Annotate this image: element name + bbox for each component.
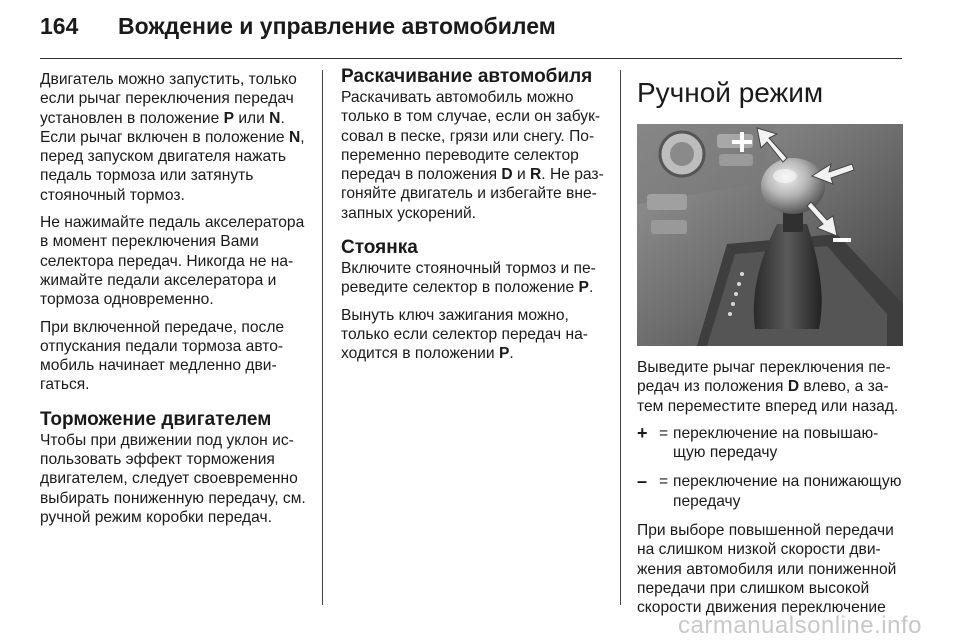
text-run: и bbox=[512, 166, 531, 184]
text-run: . Если рычаг включен в положение bbox=[40, 109, 289, 146]
definition-text: переключение на повышающую передачу bbox=[673, 424, 879, 462]
text-run: Двигатель можно запустить, только если рычаг переключения передач установлен в положение bbox=[40, 71, 297, 127]
gear-selector-illustration bbox=[637, 124, 903, 346]
text-run: Вынуть ключ зажигания можно, только если селектор передач находится в положении bbox=[341, 306, 588, 363]
paragraph-parking bbox=[341, 259, 607, 298]
paragraph-manual-intro bbox=[637, 358, 903, 416]
text-run: влево, а затем переместите вперед или назад. bbox=[637, 378, 899, 415]
paragraph-shift-warning: При выборе повышенной передачи на слишком низкой скорости движения автомобиля или пониженной передачи при слишком высокой скорости движения переключение bbox=[637, 522, 897, 617]
text-run: . bbox=[509, 345, 514, 363]
page-number: 164 bbox=[40, 13, 79, 39]
gear-p: P bbox=[223, 109, 234, 127]
definition-text: переключение на понижающую передачу bbox=[673, 473, 902, 510]
gear-n: N bbox=[269, 109, 281, 127]
minus-icon: – bbox=[637, 471, 648, 492]
page-header-title: Вождение и управление автомобилем bbox=[118, 13, 556, 39]
paragraph-key-removal bbox=[341, 306, 607, 364]
header-divider bbox=[40, 58, 902, 59]
column-divider-1 bbox=[322, 70, 323, 605]
paragraph-rocking bbox=[341, 88, 607, 223]
heading-rocking: Раскачивание автомобиля bbox=[341, 66, 593, 87]
heading-parking: Стоянка bbox=[341, 237, 418, 259]
text-run: или bbox=[233, 109, 270, 127]
paragraph-engine-braking: Чтобы при движении под уклон использовать эффект торможения двигателем, следует своевременно выбирать пониженную передачу, см. ручной режим коробки передач. bbox=[40, 431, 306, 526]
definition-upshift bbox=[637, 424, 903, 463]
gear-r: R bbox=[530, 166, 542, 184]
gear-p: P bbox=[578, 279, 589, 297]
column-2 bbox=[341, 66, 607, 372]
equals-sign: = bbox=[659, 424, 669, 442]
gear-d: D bbox=[501, 166, 513, 184]
watermark: carmanualsonline.info bbox=[678, 612, 922, 639]
paragraph-accelerator: Не нажимайте педаль акселератора в момент переключения Вами селектора передач. Никогда не нажимайте педали акселератора и тормоза одновременно. bbox=[40, 214, 305, 309]
equals-sign: = bbox=[659, 473, 669, 491]
definition-downshift bbox=[637, 472, 903, 511]
text-run: Включите стояночный тормоз и переведите селектор в положение bbox=[341, 260, 596, 297]
column-3 bbox=[637, 66, 903, 626]
column-divider-2 bbox=[620, 70, 621, 605]
text-run: . bbox=[588, 279, 594, 297]
paragraph-engine-start bbox=[40, 70, 312, 205]
gear-n: N bbox=[288, 128, 301, 146]
heading-engine-braking: Торможение двигателем bbox=[40, 408, 272, 430]
text-run: Раскачивать автомобиль можно только в том случае, если он забуксовал в песке, грязи или снегу. Попеременно переводите селектор передач в положения bbox=[341, 89, 601, 184]
paragraph-creep: При включенной передаче, после отпускания педали тормоза автомобиль начинает медленно двигаться. bbox=[40, 318, 285, 394]
text-run: . Не разгоняйте двигатель и избегайте внезапных ускорений. bbox=[341, 166, 604, 222]
text-run: Выведите рычаг переключения передач из положения bbox=[637, 359, 891, 396]
heading-manual-mode: Ручной режим bbox=[637, 77, 824, 108]
plus-icon: + bbox=[637, 422, 648, 443]
column-1 bbox=[40, 70, 312, 535]
gear-d: D bbox=[787, 378, 800, 396]
text-run: , перед запуском двигателя нажать педаль тормоза или затянуть стояночный тормоз. bbox=[40, 128, 305, 204]
gear-p: P bbox=[498, 345, 510, 363]
